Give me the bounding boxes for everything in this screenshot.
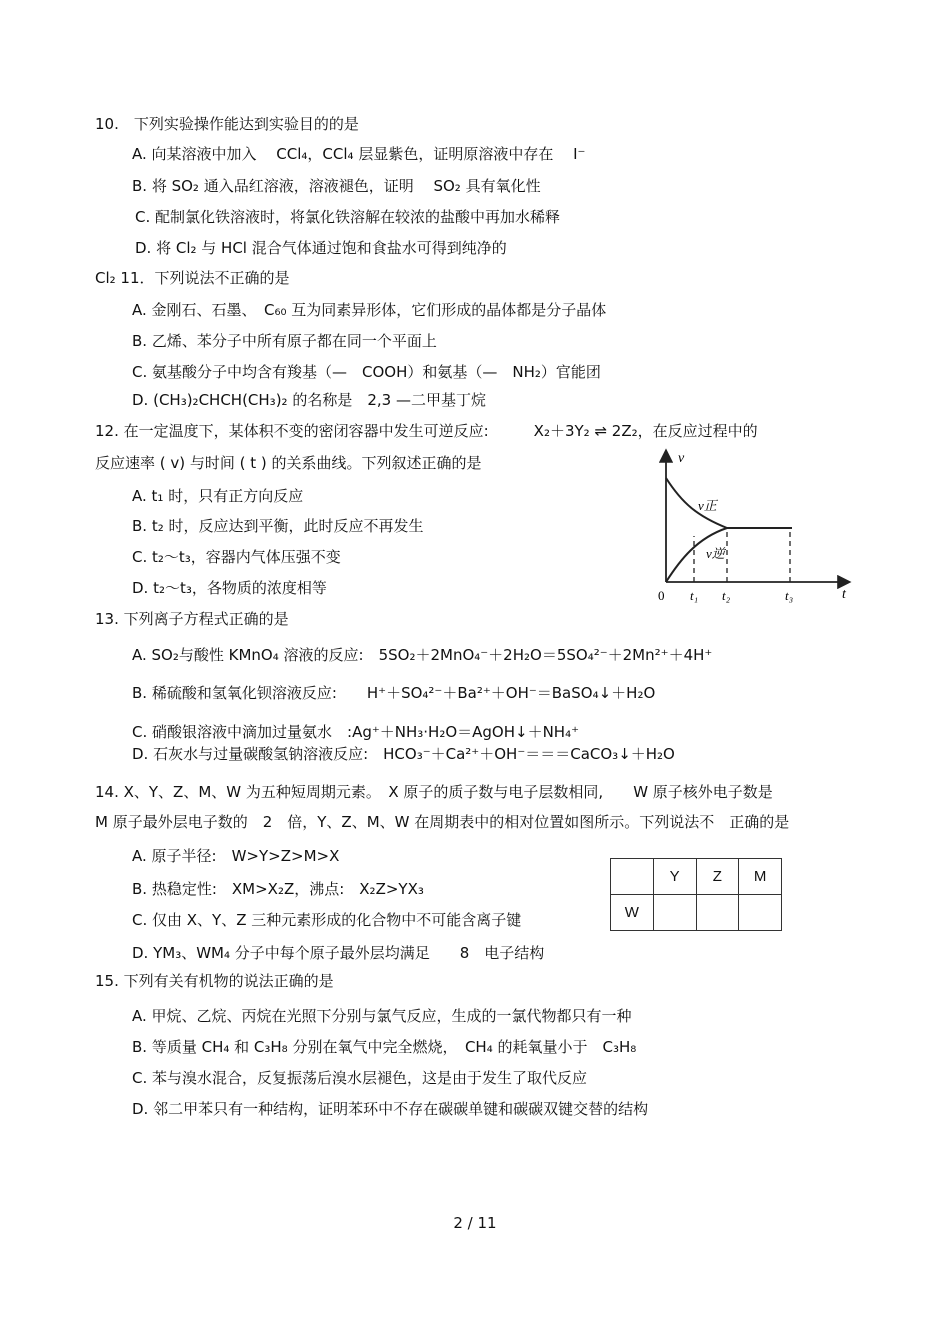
q10-option-a: A. 向某溶液中加入 CCl₄，CCl₄ 层显紫色，证明原溶液中存在 I⁻ (132, 145, 586, 163)
page-number: 2 / 11 (453, 1214, 497, 1232)
q15-option-c: C. 苯与溴水混合，反复振荡后溴水层褪色，这是由于发生了取代反应 (132, 1069, 588, 1087)
forward-rate-label: v正 (698, 498, 717, 513)
q11-stem: Cl₂ 11．下列说法不正确的是 (95, 269, 290, 287)
q13-option-d: D. 石灰水与过量碳酸氢钠溶液反应: HCO₃⁻＋Ca²⁺＋OH⁻＝＝＝CaCO₃↓＋H₂O (132, 745, 675, 763)
q11-option-b: B. 乙烯、苯分子中所有原子都在同一个平面上 (132, 332, 437, 350)
table-cell: Z (696, 859, 739, 895)
q13-option-b: B. 稀硫酸和氢氧化钡溶液反应: H⁺＋SO₄²⁻＋Ba²⁺＋OH⁻＝BaSO₄↓＋H₂O (132, 684, 656, 702)
q12-stem-line1: 12. 在一定温度下，某体积不变的密闭容器中发生可逆反应: X₂＋3Y₂ ⇌ 2Z₂，在反应过程中的 (95, 422, 758, 440)
table-row (611, 859, 782, 895)
y-axis-label: v (678, 451, 685, 466)
q10-option-d: D. 将 Cl₂ 与 HCl 混合气体通过饱和食盐水可得到纯净的 (135, 239, 507, 257)
q15-option-b: B. 等质量 CH₄ 和 C₃H₈ 分别在氧气中完全燃烧， CH₄ 的耗氧量小于 C₃H₈ (132, 1038, 637, 1056)
q12-option-b: B. t₂ 时，反应达到平衡，此时反应不再发生 (132, 517, 424, 535)
q14-stem-line1: 14. X、Y、Z、M、W 为五种短周期元素。 X 原子的质子数与电子层数相同, W 原子核外电子数是 (95, 783, 773, 801)
table-cell (611, 859, 654, 895)
q15-option-a: A. 甲烷、乙烷、丙烷在光照下分别与氯气反应，生成的一氯代物都只有一种 (132, 1007, 632, 1025)
q15-option-d: D. 邻二甲苯只有一种结构，证明苯环中不存在碳碳单键和碳碳双键交替的结构 (132, 1100, 649, 1118)
q10-option-c: C. 配制氯化铁溶液时，将氯化铁溶解在较浓的盐酸中再加水稀释 (135, 208, 561, 226)
table-row (611, 895, 782, 931)
q15-stem: 15. 下列有关有机物的说法正确的是 (95, 972, 334, 990)
forward-rate-curve (666, 478, 792, 528)
q12-option-a: A. t₁ 时，只有正方向反应 (132, 487, 304, 505)
table-cell (739, 895, 782, 931)
t3-label: t₃ (785, 588, 794, 603)
q11-option-d: D. (CH₃)₂CHCH(CH₃)₂ 的名称是 2,3 —二甲基丁烷 (132, 391, 486, 409)
table-cell (653, 895, 696, 931)
q13-stem: 13. 下列离子方程式正确的是 (95, 610, 289, 628)
q14-option-c: C. 仅由 X、Y、Z 三种元素形成的化合物中不可能含离子键 (132, 911, 522, 929)
q12-stem-line2: 反应速率 ( v) 与时间 ( t ) 的关系曲线。下列叙述正确的是 (95, 454, 482, 472)
reverse-rate-label: v逆 (706, 546, 725, 561)
q14-option-b: B. 热稳定性: XM>X₂Z，沸点: X₂Z>YX₃ (132, 880, 424, 898)
q14-option-a: A. 原子半径: W>Y>Z>M>X (132, 847, 340, 865)
table-cell (696, 895, 739, 931)
q12-option-d: D. t₂～t₃，各物质的浓度相等 (132, 579, 327, 597)
rate-time-graph (652, 448, 852, 606)
q13-option-a: A. SO₂与酸性 KMnO₄ 溶液的反应: 5SO₂＋2MnO₄⁻＋2H₂O＝5SO₄²⁻＋2Mn²⁺＋4H⁺ (132, 646, 713, 664)
q10-stem: 10. 下列实验操作能达到实验目的的是 (95, 115, 359, 133)
x-axis-label: t (842, 587, 846, 602)
q11-option-a: A. 金刚石、石墨、 C₆₀ 互为同素异形体，它们形成的晶体都是分子晶体 (132, 301, 607, 319)
t2-label: t₂ (722, 588, 731, 603)
table-cell: M (739, 859, 782, 895)
q13-option-c: C. 硝酸银溶液中滴加过量氨水 :Ag⁺＋NH₃·H₂O＝AgOH↓＋NH₄⁺ (132, 723, 580, 741)
q10-option-b: B. 将 SO₂ 通入品红溶液，溶液褪色，证明 SO₂ 具有氧化性 (132, 177, 541, 195)
t1-label: t₁ (690, 588, 699, 603)
q14-option-d: D. YM₃、WM₄ 分子中每个原子最外层均满足 8 电子结构 (132, 944, 545, 962)
table-cell: W (611, 895, 654, 931)
q14-stem-line2: M 原子最外层电子数的 2 倍，Y、Z、M、W 在周期表中的相对位置如图所示。下列说法不 正确的是 (95, 813, 790, 831)
periodic-position-table (610, 858, 782, 931)
origin-label: 0 (658, 588, 665, 603)
q12-option-c: C. t₂～t₃，容器内气体压强不变 (132, 548, 341, 566)
table-cell: Y (653, 859, 696, 895)
q11-option-c: C. 氨基酸分子中均含有羧基（— COOH）和氨基（— NH₂）官能团 (132, 363, 601, 381)
